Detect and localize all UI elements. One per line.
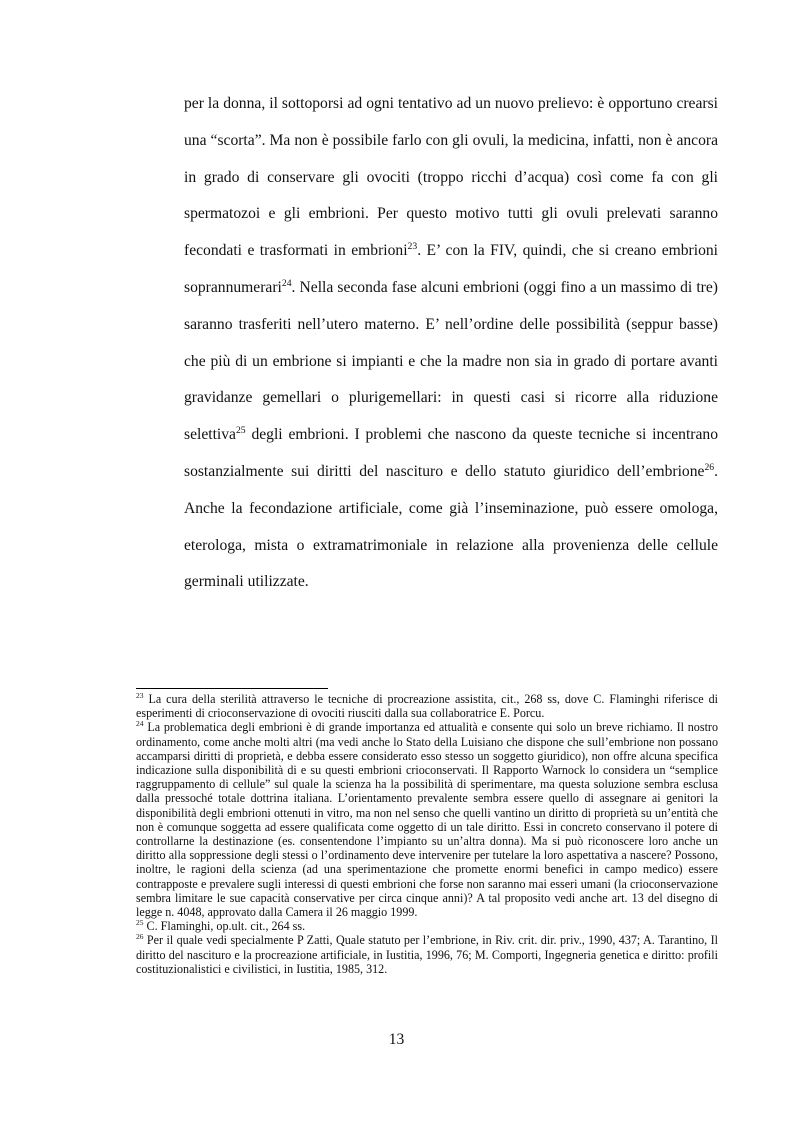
footnote-text: La problematica degli embrioni è di grande importanza ed attualità e consente qui solo un breve richiamo. Il nostro ordinamento, come anche molti altri (ma vedi anche lo Stato della Luisiano che dispone che sull’embrione non possano accamparsi diritti di proprietà, e debba essere considerato esso stesso un soggetto giuridico), non offre alcuna specifica indicazione sulla disponibilità di e su questi embrioni crioconservati. Il Rapporto Warnock lo considera un “semplice raggruppamento di cellule” sul quale la scienza ha la possibilità di sperimentare, ma questa soluzione sembra esclusa dalla pressoché totale dottrina italiana. L’orientamento prevalente sembra essere quello di assegnare ai genitori la disponibilità degli embrioni ottenuti in vitro, ma non nel senso che quelli vantino un diritto di proprietà su un’entità che non è comunque soggetta ad essere qualificata come oggetto di un tale diritto. Essi in concreto conservano il potere di controllarne la destinazione (es. consentendone l’impianto su un’altra donna). Ma si può riconoscere loro anche un diritto alla soppressione degli stessi o l’ordinamento deve intervenire per tutelare la loro aspettativa a nascere? Possono, inoltre, le ragioni della scienza (ad una sperimentazione che promette enormi benefici in campo medico) essere contrapposte e prevalere sugli interessi di questi embrioni che forse non saranno mai esseri umani (la crioconservazione sembra limitare le sue capacità conservative per circa cinque anni)? A tal proposito vedi anche art. 13 del disegno di legge n. 4048, approvato dalla Camera il 26 maggio 1999.: [136, 720, 718, 920]
footnote-24: [136, 720, 718, 919]
footnote-ref-25[interactable]: 25: [235, 424, 246, 436]
footnote-text: Per il quale vedi specialmente P Zatti, Quale statuto per l’embrione, in Riv. crit. dir. priv., 1990, 437; A. Tarantino, Il diritto del nascituro e la procreazione artificiale, in Iustitia, 1996, 76; M. Comporti, Ingegneria genetica e diritto: profili costituzionalistici e civilistici, in Iustitia, 1985, 312.: [136, 933, 718, 976]
body-paragraph: [184, 86, 718, 601]
footnote-ref-23[interactable]: 23: [407, 241, 418, 252]
footnote-26: [136, 933, 718, 976]
footnote-23: [136, 692, 718, 720]
footnote-number: 26: [136, 932, 144, 942]
footnote-number: 24: [136, 719, 144, 729]
footnote-number: 23: [136, 690, 144, 700]
page-number: 13: [388, 1031, 405, 1048]
footnote-text: C. Flaminghi, op.ult. cit., 264 ss.: [143, 919, 306, 934]
footnote-25: [136, 919, 718, 933]
body-text-segment: degli embrioni. I problemi che nascono da queste tecniche si incentrano sostanzialmente sui diritti del nascituro e dello statuto giuridico dell’embrione: [184, 426, 718, 480]
footnote-ref-24[interactable]: 24: [281, 277, 292, 289]
footnote-text: La cura della sterilità attraverso le tecniche di procreazione assistita, cit., 268 ss, dove C. Flaminghi riferisce di esperimenti di crioconservazione di ovociti riusciti dalla sua collaboratrice E. Porcu.: [136, 692, 718, 721]
body-text-segment: . E’ con la FIV, quindi, che si creano embrioni soprannumerari: [184, 242, 719, 296]
footnote-number: 25: [136, 918, 144, 928]
body-text-segment: . Anche la fecondazione artificiale, come già l’inseminazione, può essere omologa, eterologa, mista o extramatrimoniale in relazione alla provenienza delle cellule germinali utilizzate.: [184, 462, 718, 591]
footnotes: [136, 692, 718, 976]
footnote-separator: [136, 688, 328, 689]
footnote-ref-26[interactable]: 26: [704, 461, 715, 473]
body-text-segment: . Nella seconda fase alcuni embrioni (oggi fino a un massimo di tre) saranno trasferiti nell’utero materno. E’ nell’ordine delle possibilità (seppur basse) che più di un embrione si impianti e che la madre non sia in grado di portare avanti gravidanze gemellari o plurigemellari: in questi casi si ricorre alla riduzione selettiva: [184, 278, 718, 444]
body-text-segment: per la donna, il sottoporsi ad ogni tentativo ad un nuovo prelievo: è opportuno crearsi una “scorta”. Ma non è possibile farlo con gli ovuli, la medicina, infatti, non è ancora in grado di conservare gli ovociti (troppo ricchi d’acqua) così come fa con gli spermatozoi e gli embrioni. Per questo motivo tutti gli ovuli prelevati saranno fecondati e trasformati in embrioni: [184, 95, 718, 260]
